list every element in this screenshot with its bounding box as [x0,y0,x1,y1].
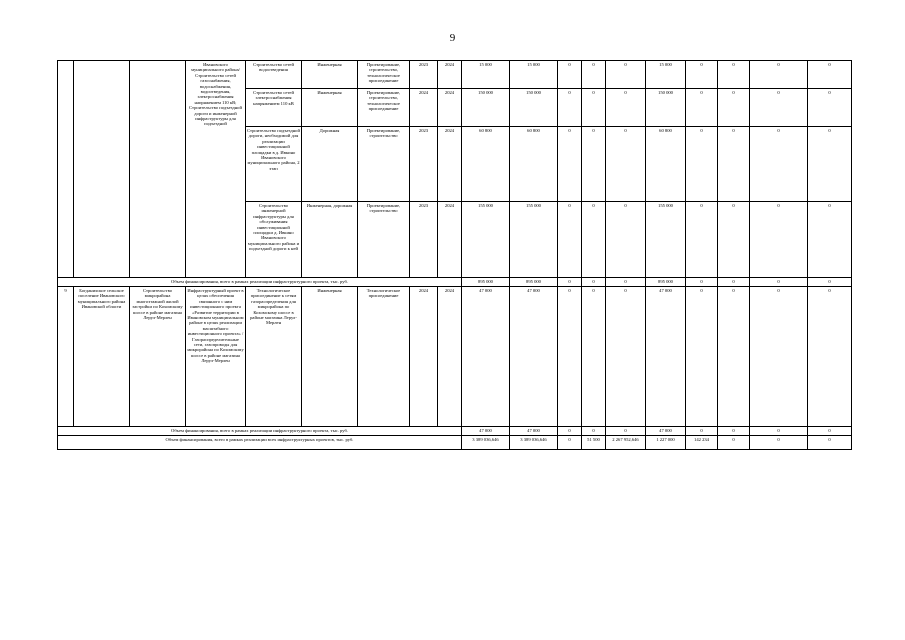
table-cell: 155 000 [462,202,510,278]
table-cell: 47 000 [510,427,558,436]
table-cell: 0 [686,61,718,89]
table-cell: 0 [808,436,852,450]
table-cell: 0 [558,61,582,89]
table-cell: Технологическое присоединение [358,287,410,427]
table-cell: 0 [750,202,808,278]
table-cell: 0 [808,89,852,127]
table-cell: 0 [808,61,852,89]
total-row [58,427,852,436]
table-cell: 2024 [438,89,462,127]
table-cell: Инженерная [302,61,358,89]
project-cell: Строительство микрорайона многоэтажной жилой застройки по Кохомскому шоссе в районе магазина Лерул-Мерлен [130,287,186,427]
table-cell: 60 800 [646,127,686,202]
infrastructure-table [57,60,852,450]
table-cell: Проектирование, строительство, технологическое присоединение [358,89,410,127]
table-cell: 0 [606,287,646,427]
table-cell: 0 [558,202,582,278]
table-cell: Строительство сетей водоотведения [246,61,302,89]
table-cell: 155 000 [510,202,558,278]
table-cell: 0 [718,427,750,436]
table-cell: 0 [582,287,606,427]
table-cell: 15 000 [510,61,558,89]
table-cell: 0 [808,278,852,287]
table-cell: 47 000 [462,287,510,427]
table-cell: 0 [582,202,606,278]
table-cell: 0 [606,127,646,202]
total-row [58,278,852,287]
table-cell: 0 [808,127,852,202]
empty-cell [130,61,186,278]
table-cell: 895 000 [646,278,686,287]
table-cell: 0 [606,89,646,127]
table-cell: Дорожная [302,127,358,202]
table-cell: 0 [750,127,808,202]
table-cell: 47 000 [646,287,686,427]
table-cell: 0 [686,89,718,127]
table-row [58,287,852,427]
table-cell: 0 [718,202,750,278]
table-cell: 895 000 [462,278,510,287]
table-cell: Проектирование, строительство, технологическое присоединение [358,61,410,89]
table-cell: 0 [718,127,750,202]
table-cell: 0 [606,202,646,278]
table-cell: 0 [606,61,646,89]
table-cell: 155 000 [646,202,686,278]
table-cell: 150 000 [510,89,558,127]
table-cell: 0 [582,278,606,287]
table-cell: 895 000 [510,278,558,287]
table-cell: Объем финансирования, всего в рамках реализации инфраструктурного проекта, тыс. руб. [58,427,462,436]
table-cell: 0 [686,287,718,427]
table-cell: 0 [558,127,582,202]
table-cell: 47 000 [462,427,510,436]
table-cell: 2024 [410,89,438,127]
table-cell: Строительство подъездной дороги, необходимой для реализации инвестиционной площадки в д. Ивкино Ивановского муниципального района, 2 этап [246,127,302,202]
table-cell: Инженерная [302,287,358,427]
table-cell: 0 [750,61,808,89]
table-cell: 0 [582,61,606,89]
table-cell: 0 [558,287,582,427]
table-row [58,61,852,89]
table-cell: 47 000 [646,427,686,436]
table-cell: 2024 [438,202,462,278]
table-cell: 0 [582,127,606,202]
table-cell: Проектирование, строительство [358,127,410,202]
table-cell: 0 [558,89,582,127]
table-cell: 142 234 [686,436,718,450]
table-cell: Строительство сетей электроснабжения напряжением 110 кВ [246,89,302,127]
table-cell: 0 [808,427,852,436]
table-cell: 2023 [410,202,438,278]
table-cell: 0 [808,202,852,278]
table-cell: 0 [686,278,718,287]
table-cell: 3 389 036,646 [510,436,558,450]
table-cell: 0 [808,287,852,427]
row-number: 9 [58,287,74,427]
table-cell: 0 [558,278,582,287]
table-cell: 0 [582,427,606,436]
table-cell: 0 [558,427,582,436]
table-cell: 0 [750,436,808,450]
table-cell: 15 000 [646,61,686,89]
table-cell: Строительство инженерной инфраструктуры для обслуживания инвестиционной площадки д. Ивкино Ивановского муниципального района и подъездной дороги к ней [246,202,302,278]
table-cell: 2 267 952,646 [606,436,646,450]
table-cell: 2024 [410,287,438,427]
table-cell: 0 [718,61,750,89]
grand-total-row [58,436,852,450]
table-cell: 0 [606,278,646,287]
table-cell: 3 389 036,646 [462,436,510,450]
table-cell: 2023 [410,61,438,89]
table-cell: 47 000 [510,287,558,427]
table-cell: 0 [718,89,750,127]
table-cell: 60 800 [510,127,558,202]
table-cell: 2024 [438,287,462,427]
page-number: 9 [449,32,456,44]
table-cell: 150 000 [646,89,686,127]
table-cell: 0 [750,89,808,127]
table-cell: 15 000 [462,61,510,89]
municipality-cell: Богданихское сельское поселение Ивановского муниципального района Ивановской области [74,287,130,427]
table-cell: 2024 [438,127,462,202]
table-cell: Инженерная, дорожная [302,202,358,278]
table-cell: 1 227 000 [646,436,686,450]
table-cell: 0 [582,89,606,127]
object-cell: Инфраструктурный проект в целях обеспечения связанного с ним инвестиционного проекта «Развитие территории в Ивановском муниципальном районе в целях реализации масштабного инвестиционного проекта» / Газораспределительные сети, газопроводы для микрорайона по Кохомскому шоссе в районе магазина Лерул-Мерлен [186,287,246,427]
empty-cell [58,61,74,278]
table-cell: 0 [750,287,808,427]
table-cell: Технологическое присоединение к сетям газораспределения для микрорайона по Кохомскому шоссе в районе магазина Лерул-Мерлен [246,287,302,427]
table-cell: 51 500 [582,436,606,450]
empty-cell [74,61,130,278]
object-cell: Ивановского муниципального района/ Строительство сетей газоснабжения, водоснабжения, водоотведения, электроснабжения напряжением 110 кВ; Строительство подъездной дороги и инженерной инфраструктуры для подъездной [186,61,246,278]
table-cell: Проектирование, строительство [358,202,410,278]
table-cell: 0 [606,427,646,436]
table-cell: Объем финансирования, всего в рамках реализации инфраструктурного проекта, тыс. руб. [58,278,462,287]
table-cell: 0 [750,427,808,436]
table-cell: 0 [750,278,808,287]
table-cell: 0 [718,436,750,450]
table-cell: 0 [686,427,718,436]
table-cell: 150 000 [462,89,510,127]
table-cell: 2023 [410,127,438,202]
table-cell: 60 800 [462,127,510,202]
table-cell: 0 [686,127,718,202]
table-cell: 0 [718,278,750,287]
table-cell: 0 [558,436,582,450]
table-cell: Объем финансирования, всего в рамках реализации всех инфраструктурных проектов, тыс. руб. [58,436,462,450]
table-cell: 0 [686,202,718,278]
table-cell: Инженерная [302,89,358,127]
table-cell: 0 [718,287,750,427]
table-cell: 2024 [438,61,462,89]
